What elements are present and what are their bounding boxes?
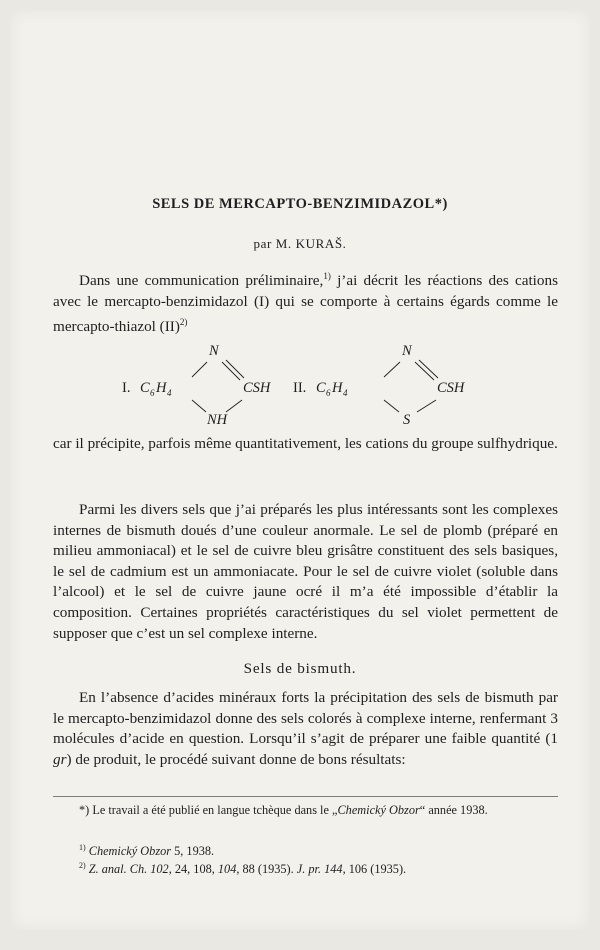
section-heading: Sels de bismuth.: [243, 660, 357, 677]
footnote-2-journal-1: Z. anal. Ch.: [85, 862, 148, 877]
formula-1-bond: [192, 362, 207, 377]
after-formulas-paragraph: car il précipite, parfois même quantitativement, les cations du groupe sulfhydrique.: [53, 435, 558, 452]
footnote-1-journal: Chemický Obzor: [85, 844, 172, 859]
footnote-rule: [53, 796, 558, 797]
footnote-2-text-1: , 24, 108,: [168, 862, 218, 877]
intro-text-b: j’ai décrit les réactions des cations avec le mercapto-benzimidazol (I) qui se comporte à certains égards comme le mercapto-thiazol (II): [53, 272, 559, 336]
footnote-star: [53, 802, 558, 818]
article-title: SELS DE MERCAPTO-BENZIMIDAZOL*): [152, 196, 448, 212]
footnote-2-volume-1: 102: [147, 862, 169, 877]
footnote-star-text-a: Le travail a été publié en langue tchèque dans le „: [89, 803, 338, 817]
intro-text-a: Dans une communication préliminaire,: [79, 272, 324, 290]
formula-1-top-atom: N: [209, 343, 219, 359]
bismuth-text-a: En l’absence d’acides minéraux forts la précipitation des sels de bismuth par le mercapto-benzimidazol donne des sels colorés à complexe interne, renfermant 3 molécules d’acide en question. Lorsqu’il s’agit de préparer une faible quantité (1: [53, 689, 558, 748]
formula-1-bond: [192, 400, 206, 412]
intro-ref-2: 2): [179, 317, 188, 328]
formula-2-bond: [384, 362, 400, 377]
formula-1-numeral: I.: [122, 380, 131, 396]
bismuth-text-b: ) de produit, le procédé suivant donne de bons résultats:: [66, 750, 406, 768]
footnote-1: [53, 840, 558, 859]
formula-2-sub4: 4: [343, 388, 348, 398]
structural-formulas: [10, 340, 590, 432]
footnote-2-volume-3: 144: [321, 862, 343, 877]
footnote-1-mark: 1): [79, 843, 86, 852]
footnote-2-text-3: , 106 (1935).: [342, 862, 407, 877]
formula-1-right-group: CSH: [243, 380, 271, 396]
formula-2-c: C: [316, 380, 326, 396]
intro-ref-1: 1): [323, 271, 331, 281]
formula-2-sub6: 6: [326, 388, 331, 398]
footnote-1-text: 5, 1938.: [171, 844, 215, 859]
formula-2: [293, 343, 466, 428]
formula-2-right-group: CSH: [437, 380, 465, 396]
footnote-2-journal-2: J. pr.: [296, 862, 322, 877]
bismuth-unit: gr: [53, 750, 67, 768]
formula-1-c: C: [140, 380, 150, 396]
formula-1-sub6: 6: [150, 388, 155, 398]
formula-2-numeral: II.: [293, 380, 307, 396]
formula-1-h: H: [156, 380, 167, 396]
formula-1-bottom-group: NH: [207, 412, 228, 428]
formula-2-h: H: [332, 380, 343, 396]
formula-1: [122, 343, 272, 428]
footnote-2: [53, 858, 558, 877]
footnote-2-mark: 2): [79, 861, 86, 870]
author-byline: par M. KURAŠ.: [253, 236, 347, 251]
formula-2-bond: [384, 400, 399, 412]
intro-paragraph: [53, 266, 558, 338]
formula-2-bottom-atom: S: [403, 412, 411, 428]
footnote-star-mark: *): [79, 803, 90, 817]
formula-1-bond: [226, 400, 242, 412]
formula-2-top-atom: N: [402, 343, 412, 359]
bismuth-paragraph: [53, 688, 558, 770]
document-page: [10, 10, 590, 930]
formula-2-bond: [417, 400, 436, 412]
footnote-star-text-b: “ année 1938.: [419, 803, 488, 817]
footnote-star-journal: Chemický Obzor: [337, 803, 420, 817]
formula-1-sub4: 4: [167, 388, 172, 398]
footnote-2-volume-2: 104: [217, 862, 237, 877]
footnote-2-text-2: , 88 (1935).: [236, 862, 297, 877]
salts-paragraph: Parmi les divers sels que j’ai préparés les plus intéressants sont les complexes internes de bismuth doués d’une couleur anormale. Le sel de plomb (préparé en milieu ammoniacal) et le sel de cuivre bleu grisâtre constituent des sels basiques, le sel de cadmium est un ammoniacate. Pour le sel de cuivre violet (soluble dans l’alcool) et le sel de cuivre jaune ocré il m’a été impossible d’établir la composition. Certaines propriétés caractéristiques du sel violet permettent de supposer que c’est un sel complexe interne.: [53, 501, 558, 642]
